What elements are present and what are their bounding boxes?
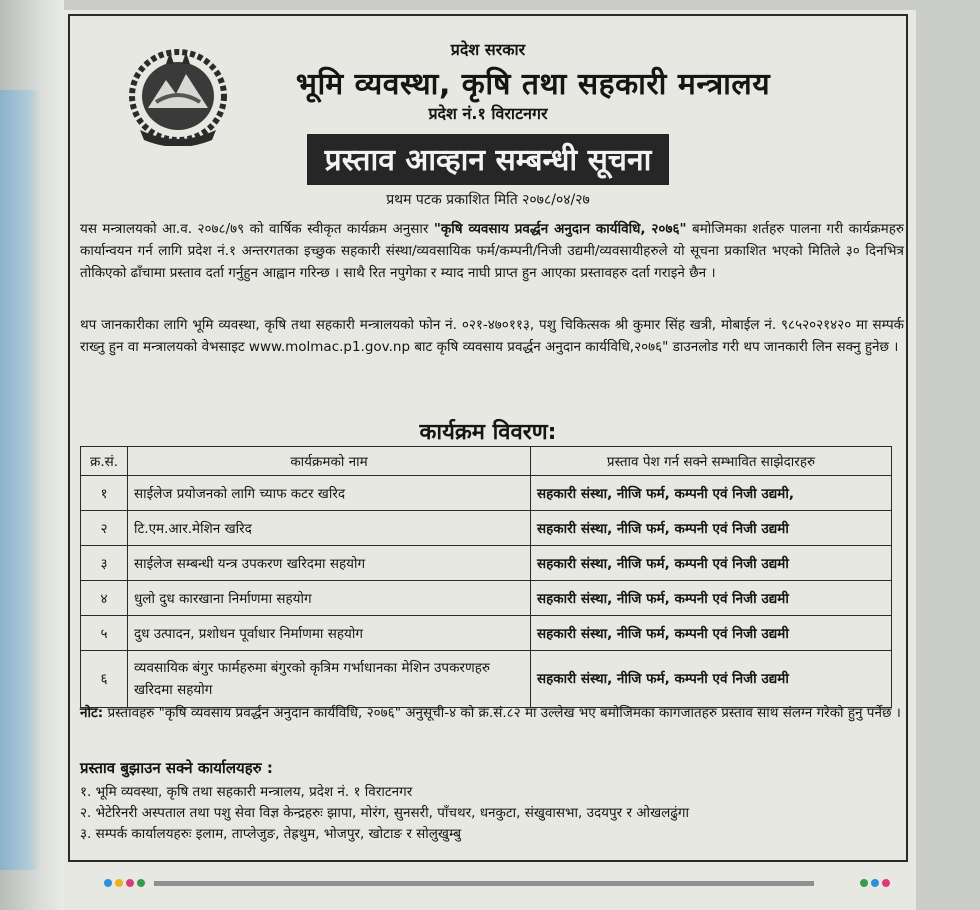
row-eligible: सहकारी संस्था, नीजि फर्म, कम्पनी एवं निजी उद्यमी	[531, 511, 892, 546]
row-sn: ३	[81, 546, 128, 581]
row-eligible: सहकारी संस्था, नीजि फर्म, कम्पनी एवं निजी उद्यमी	[531, 546, 892, 581]
procedure-name: "कृषि व्यवसाय प्रवर्द्धन अनुदान कार्यविधि, २०७६"	[433, 221, 687, 237]
row-program: धुलो दुध कारखाना निर्माणमा सहयोग	[128, 581, 531, 616]
row-eligible: सहकारी संस्था, नीजि फर्म, कम्पनी एवं निजी उद्यमी	[531, 581, 892, 616]
program-table	[80, 446, 892, 708]
footer-decoration	[104, 876, 904, 890]
table-row	[81, 581, 892, 616]
notice-banner: प्रस्ताव आव्हान सम्बन्धी सूचना	[307, 134, 670, 185]
contact-paragraph: थप जानकारीका लागि भूमि व्यवस्था, कृषि तथा सहकारी मन्त्रालयको फोन नं. ०२१-४७०११३, पशु चिकित्सक श्री कुमार सिंह खत्री, मोबाईल नं. ९८५२०२१४२० मा सम्पर्क राख्नु हुन वा मन्त्रालयको वेभसाइट www.molmac.p1.gov.np बाट कृषि व्यवसाय प्रवर्द्धन अनुदान कार्यविधि,२०७६" डाउनलोड गरी थप जानकारी लिन सक्नु हुनेछ ।	[80, 317, 904, 355]
col-header-program: कार्यक्रमको नाम	[128, 447, 531, 476]
col-header-eligible: प्रस्ताव पेश गर्न सक्ने सम्भावित साझेदारहरु	[531, 447, 892, 476]
table-row	[81, 616, 892, 651]
note-text: प्रस्तावहरु "कृषि व्यवसाय प्रवर्द्धन अनुदान कार्यविधि, २०७६" अनुसूची-४ को क्र.सं.८२ मा उल्लेख भए बमोजिमका कागजातहरु प्रस्ताव साथ संलग्न गरेको हुनु पर्नेछ ।	[103, 705, 901, 721]
row-eligible: सहकारी संस्था, नीजि फर्म, कम्पनी एवं निजी उद्यमी	[531, 651, 892, 708]
row-sn: ६	[81, 651, 128, 708]
row-program: व्यवसायिक बंगुर फार्महरुमा बंगुरको कृत्रिम गर्भाधानका मेशिन उपकरणहरु खरिदमा सहयोग	[128, 651, 531, 708]
decor-dot	[860, 879, 868, 887]
location-heading: प्रदेश नं.१ विराटनगर	[428, 104, 548, 123]
decor-dot	[115, 879, 123, 887]
table-row	[81, 546, 892, 581]
decor-dot	[882, 879, 890, 887]
row-eligible: सहकारी संस्था, नीजि फर्म, कम्पनी एवं निजी उद्यमी,	[531, 476, 892, 511]
row-program: साईलेज प्रयोजनको लागि च्याफ कटर खरिद	[128, 476, 531, 511]
decor-bar	[154, 881, 814, 886]
decor-dot	[137, 879, 145, 887]
left-page-edge	[0, 0, 64, 910]
row-program: साईलेज सम्बन्धी यन्त्र उपकरण खरिदमा सहयोग	[128, 546, 531, 581]
ministry-heading: भूमि व्यवस्था, कृषि तथा सहकारी मन्त्रालय	[295, 67, 771, 102]
list-item: १. भूमि व्यवस्था, कृषि तथा सहकारी मन्त्रालय, प्रदेश नं. १ विराटनगर	[80, 784, 413, 800]
notice-paper	[64, 10, 916, 910]
intro-paragraph	[80, 218, 904, 284]
program-section-title: कार्यक्रम विवरण:	[419, 420, 557, 445]
table-row	[81, 511, 892, 546]
row-eligible: सहकारी संस्था, नीजि फर्म, कम्पनी एवं निजी उद्यमी	[531, 616, 892, 651]
note-paragraph	[80, 702, 904, 724]
decor-dot	[871, 879, 879, 887]
gov-heading: प्रदेश सरकार	[450, 40, 526, 59]
list-item: २. भेटेरिनरी अस्पताल तथा पशु सेवा विज्ञ केन्द्रहरुः झापा, मोरंग, सुनसरी, पाँचथर, धनकुटा, संखुवासभा, उदयपुर र ओखलढुंगा	[80, 805, 690, 821]
row-sn: २	[81, 511, 128, 546]
row-program: टि.एम.आर.मेशिन खरिद	[128, 511, 531, 546]
list-item: ३. सम्पर्क कार्यालयहरुः इलाम, ताप्लेजुङ, तेह्रथुम, भोजपुर, खोटाङ र सोलुखुम्बु	[80, 826, 462, 842]
intro-text-start: यस मन्त्रालयको आ.व. २०७८/७९ को वार्षिक स्वीकृत कार्यक्रम अनुसार	[80, 221, 434, 237]
offices-list	[80, 782, 904, 845]
blue-edge-stripe	[0, 90, 40, 870]
intro-text-end: बमोजिमका शर्तहरु पालना गरी कार्यक्रमहरु कार्यान्वयन गर्न लागि प्रदेश नं.१ अन्तरगतका इच्छुक सहकारी संस्था/व्यवसायिक फर्म/कम्पनी/निजी उद्यमी/व्यवसायीहरुले यो सूचना प्रकाशित भएको मितिले ३० दिनभित्र तोकिएको ढाँचामा प्रस्ताव दर्ता गर्नुहुन आह्वान गरिन्छ । साथै रित नपुगेका र म्याद नाघी प्राप्त हुन आएका प्रस्तावहरु दर्ता गराइने छैन ।	[80, 221, 904, 281]
table-row	[81, 651, 892, 708]
row-sn: ५	[81, 616, 128, 651]
row-program: दुध उत्पादन, प्रशोधन पूर्वाधार निर्माणमा सहयोग	[128, 616, 531, 651]
row-sn: १	[81, 476, 128, 511]
note-label: नोट:	[80, 705, 104, 721]
notice-frame	[68, 14, 908, 862]
table-row	[81, 476, 892, 511]
decor-dot	[126, 879, 134, 887]
publish-date: प्रथम पटक प्रकाशित मिति २०७८/०४/२७	[386, 192, 590, 208]
col-header-sn: क्र.सं.	[81, 447, 128, 476]
decor-dot	[104, 879, 112, 887]
offices-heading: प्रस्ताव बुझाउन सक्ने कार्यालयहरु :	[80, 759, 273, 777]
row-sn: ४	[81, 581, 128, 616]
